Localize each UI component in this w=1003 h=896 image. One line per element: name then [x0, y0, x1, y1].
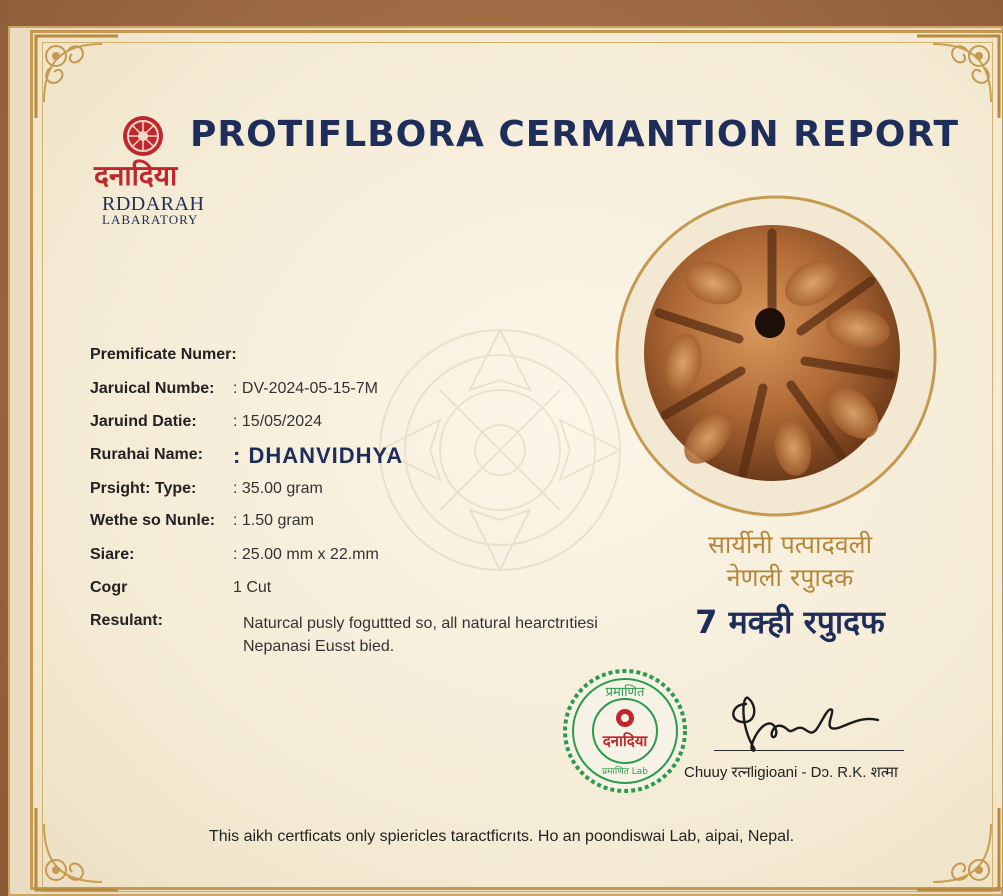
- lab-seal-stamp: [562, 668, 688, 794]
- bead-hindi-line-1: सार्यीनी पत्पादवली: [707, 530, 873, 559]
- detail-label: Resulant:: [90, 612, 163, 629]
- ornament-corner-bottom-left: [32, 804, 122, 894]
- lab-logo-emblem-icon: [121, 114, 165, 158]
- detail-label: Jaruind Datie:: [90, 413, 197, 430]
- ornament-corner-bottom-right: [913, 804, 1003, 894]
- signature-mark: [712, 686, 912, 758]
- ornament-corner-top-left: [32, 32, 122, 122]
- detail-value: : 1.50 gram: [233, 512, 314, 529]
- bead-mukhi-label: 7 मक्ही रपुादफ: [695, 603, 885, 641]
- mandala-watermark: [370, 320, 630, 580]
- detail-value: : 35.00 gram: [233, 480, 323, 497]
- rudraksha-bead-image: [613, 193, 939, 519]
- certificate-title: PROTIFLBORA CERMANTION REPORT: [190, 114, 960, 155]
- detail-label: Siare:: [90, 546, 135, 563]
- detail-label: Jaruical Numbe:: [90, 380, 215, 397]
- detail-label: Wethe so Nunle:: [90, 512, 216, 529]
- detail-label: Prsight: Type:: [90, 480, 197, 497]
- detail-value: : 15/05/2024: [233, 413, 322, 430]
- stamp-bottom-text: प्रमाणित Lab: [602, 767, 648, 777]
- lab-subtitle: LABARATORY: [102, 212, 199, 227]
- signature-line: [714, 750, 904, 751]
- detail-label: Rurahai Name:: [90, 446, 203, 463]
- detail-value: 1 Cut: [233, 579, 272, 596]
- detail-value: : DV-2024-05-15-7M: [233, 380, 378, 397]
- lab-hindi-name: दनादिया: [94, 159, 178, 192]
- stamp-top-text: प्रमाणित: [605, 685, 645, 700]
- bead-hindi-line-2: नेणली रपुादक: [726, 563, 854, 592]
- detail-value: : 25.00 mm x 22.mm: [233, 546, 379, 563]
- detail-value-name: : DHANVIDHYA: [233, 443, 404, 468]
- signatory-name: Chuuy रत्नligioani - Dɔ. R.K. शत्मा: [684, 764, 898, 781]
- ornament-corner-top-right: [913, 32, 1003, 122]
- footer-disclaimer: This aikh certficats only spiericles taractficrıts. Ho an poondiswai Lab, aipai, Nepal.: [208, 828, 795, 845]
- stamp-center-text: दनादिया: [602, 732, 648, 750]
- detail-label: Cogr: [90, 579, 128, 596]
- lab-name: RDDARAH: [102, 193, 205, 215]
- detail-value-description: Naturcal pusly foguttted so, all natural hearctrıtiesi Nepanasi Eusst bied.: [243, 615, 598, 655]
